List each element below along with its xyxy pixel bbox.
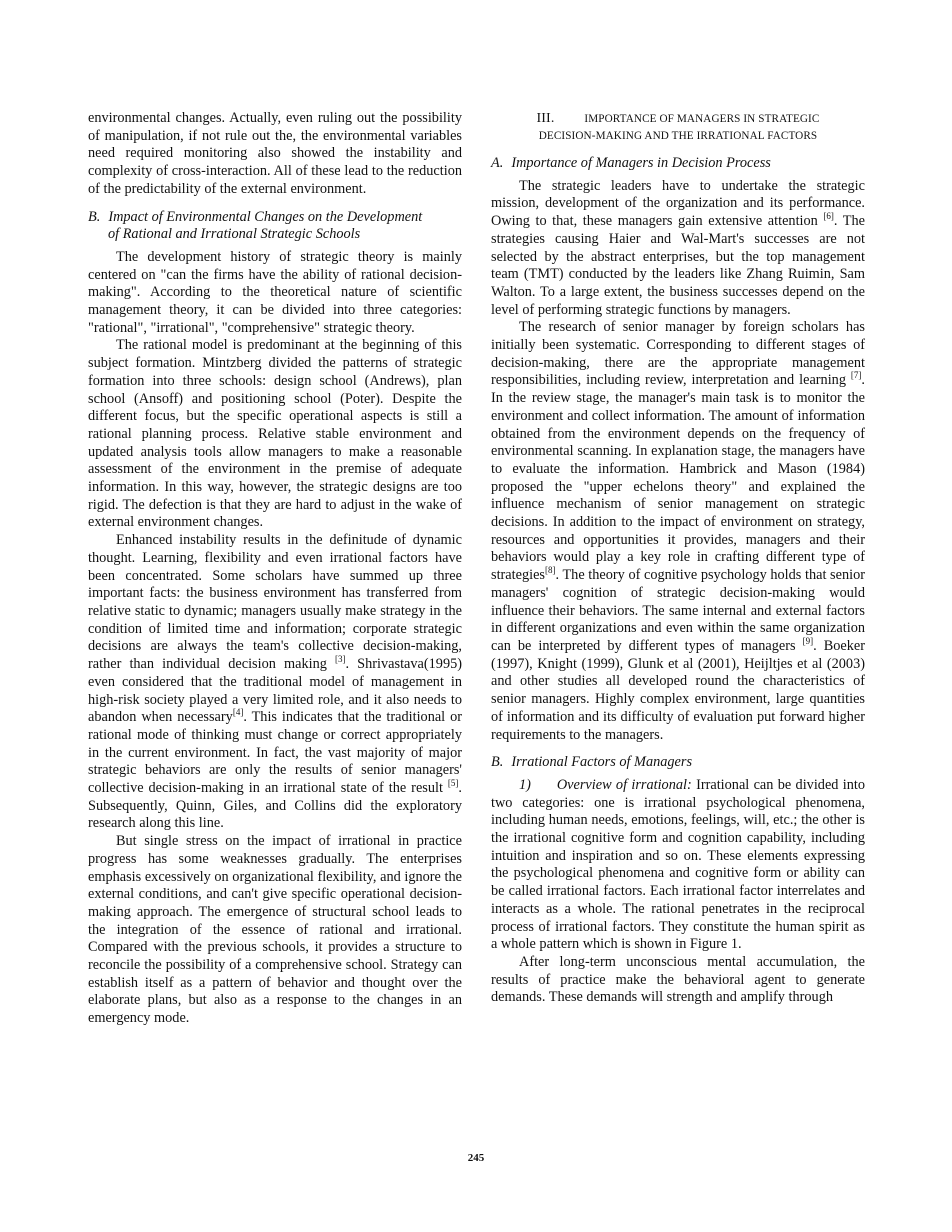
citation-ref: [8] — [545, 565, 556, 576]
paragraph: The development history of strategic theory is mainly centered on "can the firms have the ability of rational decision-making". According to the theoretical nature of scientific management theory, it can be divided into three categories: "rational", "irrational", "comprehensive" strategic theory. — [88, 248, 462, 336]
citation-ref: [3] — [335, 654, 346, 665]
citation-ref: [5] — [447, 778, 459, 789]
page-number: 245 — [467, 1152, 485, 1164]
paragraph: The strategic leaders have to undertake the strategic mission, development of the organization and its performance. Owing to that, these managers gain extensive attention [6]. The strategies causing Haier and Wal-Mart's successes are not selected by the abstract enterprises, but the top management team (TMT) conducted by the leaders like Zhang Ruimin, Sam Walton. To a large extent, the business successes depend on the level of performing strategic functions by managers. — [491, 177, 865, 318]
section-heading-a: A. Importance of Managers in Decision Process — [491, 155, 771, 171]
paragraph: The research of senior manager by foreign scholars has initially been systematic. Corresponding to different stages of decision-making, there are the appropriate management responsibilities, including review, interpretation and learning [7]. In the review stage, the manager's main task is to monitor the environment and collect information. The amount of information obtained from the environment depends on the frequency of environmental scanning. In explanation stage, the managers have to evaluate the information. Hambrick and Mason (1984) proposed the "upper echelons theory" and explained the influence mechanism of senior management on strategic decisions. In addition to the impact of environment on strategy, resources and opportunities it provides, managers and their behaviors would play a key role in crafting different type of strategies[8]. The theory of cognitive psychology holds that senior managers' cognition of strategic decision-making would influence their behaviors. The same internal and external factors in different organizations and even within the same organization can be interpreted by different types of managers [9]. Boeker (1997), Knight (1999), Glunk et al (2001), Heijltjes et al (2003) and other studies all developed round the characteristics of senior managers. Highly complex environment, large quantities of information and its difficulty of evaluation put forward higher requirements to the managers. — [491, 319, 865, 743]
paragraph: But single stress on the impact of irrational in practice progress has some weaknesses gradually. The enterprises emphasis excessively on organizational flexibility, and ignore the external conditions, and can't give specific operational decision-making approach. The emergence of structural school leads to the integration of the essence of rational and irrational. Compared with the previous schools, it provides a structure to reconcile the possibility of a comprehensive school. Strategy can establish itself as a pattern of behavior and thought over the elaborate plans, but also as a response to the changes in an emergency mode. — [88, 833, 462, 1027]
paragraph: Enhanced instability results in the definitude of dynamic thought. Learning, flexibility and even irrational factors have been concentrated. Some scholars have summed up three important facts: the business environment has transferred from relative static to dynamic; managers usually make strategy in the condition of limited time and information; corporate strategic decisions are always the team's collective decision-making, rather than individual decision making [3]. Shrivastava(1995) even considered that the traditional model of management in high-risk society played a very limited role, and it also needs to abandon when necessary[4]. This indicates that the traditional or rational mode of thinking must change or correct appropriately in the current environment. In fact, the vast majority of major strategic behaviors are only the results of senior managers' collective decision-making in an irrational state of the result [5]. Subsequently, Quinn, Giles, and Collins did the exploratory research along this line. — [88, 532, 463, 832]
paragraph: After long-term unconscious mental accumulation, the results of practice make the behavioral agent to generate demands. These demands will strength and amplify through — [491, 953, 865, 1006]
section-heading-b-left: B. Impact of Environmental Changes on the Development of Rational and Irrational Strategic Schools — [88, 208, 423, 243]
section-heading-b-right: B. Irrational Factors of Managers — [491, 754, 693, 771]
section-heading-iii: III. IMPORTANCE OF MANAGERS IN STRATEGIC DECISION-MAKING AND THE IRRATIONAL FACTORS — [536, 111, 820, 142]
citation-ref: [7] — [850, 370, 862, 381]
citation-ref: [6] — [823, 211, 834, 222]
paragraph: 1) Overview of irrational: Irrational can be divided into two categories: one is irrational psychological phenomena, including human needs, emotions, feelings, will, etc.; the other is the irrational cognitive form and cognition capability, including intuition and inspiration and so on. These elements expressing the psychological phenomena and cognitive form or ability can be called irrational factors. Each irrational factor interrelates and interacts as a whole. The rational penetrates in the reciprocal process of irrational factors. They constitute the human spirit as a whole pattern which is shown in Figure 1. — [491, 776, 865, 953]
citation-ref: [4] — [232, 707, 244, 718]
enum-label: 1) Overview of irrational: — [519, 776, 692, 793]
citation-ref: [9] — [802, 635, 814, 646]
paragraph: The rational model is predominant at the beginning of this subject formation. Mintzberg divided the patterns of strategic formation into three schools: design school (Andrews), plan school (Ansoff) and positioning school (Poter). Despite the different focus, but the specific operational aspects is still a rational planning process. Relative stable environment and updated analysis tools allow managers to make a reasonable assessment of the environment in the premise of adequate information. In this way, however, the strategic designs are too rigid. The defection is that they are hard to adjust in the wake of external environment changes. — [88, 337, 462, 531]
left-column — [88, 110, 462, 1028]
right-column — [491, 110, 865, 1007]
paragraph: environmental changes. Actually, even ruling out the possibility of manipulation, if not rule out the, the environmental variables need required monitoring also showed the instability and complexity of cross-interaction. All of these lead to the reduction of the predictability of the external environment. — [88, 110, 462, 197]
